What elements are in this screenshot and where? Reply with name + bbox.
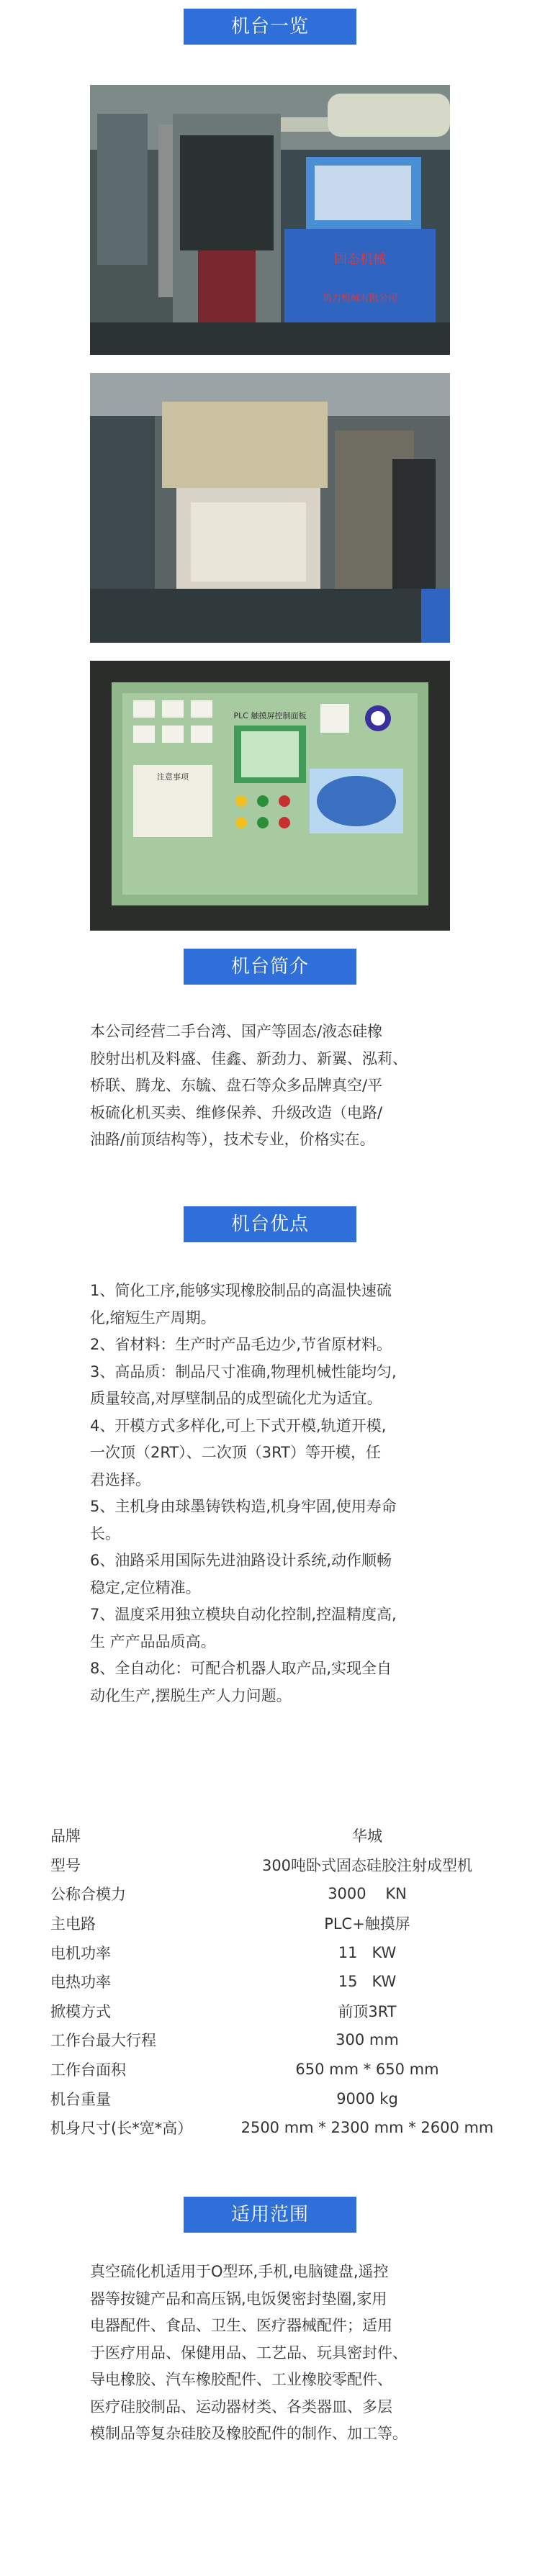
spec-row	[50, 1938, 526, 1967]
intro-line: 油路/前顶结构等），技术专业，价格实在。	[90, 1131, 375, 1148]
scope-line: 电器配件、食品、卫生、医疗器械配件；适用	[90, 2317, 392, 2334]
advantage-line: 3、高品质：制品尺寸准确,物理机械性能均匀,	[90, 1362, 397, 1380]
spec-value: 9000 kg	[336, 2089, 398, 2107]
spec-label: 公称合模力	[50, 1886, 126, 1904]
spec-row	[50, 2113, 526, 2143]
control-panel-photo	[90, 661, 450, 931]
spec-row	[50, 1850, 526, 1880]
advantage-line: 6、油路采用国际先进油路设计系统,动作顺畅	[90, 1552, 392, 1569]
advantage-line: 化,缩短生产周期。	[90, 1309, 216, 1327]
advantage-line: 质量较高,对厚壁制品的成型硫化尤为适宜。	[90, 1390, 382, 1407]
spec-value: 11 KW	[338, 1943, 397, 1961]
advantage-line: 7、温度采用独立模块自动化控制,控温精度高,	[90, 1606, 397, 1623]
intro-line: 胶射出机及料盛、佳鑫、新劲力、新翼、泓莉、	[90, 1049, 408, 1067]
spec-row	[50, 1909, 526, 1938]
advantage-line: 4、开模方式多样化,可上下式开模,轨道开模,	[90, 1416, 387, 1434]
spec-value: 300 mm	[336, 2031, 399, 2049]
svg-text:固态机械: 固态机械	[334, 252, 386, 267]
spec-row	[50, 1967, 526, 1997]
svg-text:注意事项: 注意事项	[157, 772, 189, 782]
spec-value: PLC+触摸屏	[324, 1915, 410, 1933]
scope-section-title: 适用范围	[184, 2197, 356, 2233]
spec-row	[50, 2084, 526, 2113]
spec-label: 机身尺寸(长*宽*高）	[50, 2120, 193, 2138]
spec-label: 掀模方式	[50, 2002, 111, 2020]
spec-row	[50, 2055, 526, 2084]
advantages-list	[90, 1278, 464, 1709]
advantage-line: 8、全自动化：可配合机器人取产品,实现全自	[90, 1660, 392, 1677]
spec-row	[50, 1997, 526, 2026]
spec-row	[50, 1879, 526, 1909]
advantage-line: 动化生产,摆脱生产人力问题。	[90, 1686, 292, 1704]
advantage-line: 君选择。	[90, 1470, 150, 1488]
intro-line: 桥联、腾龙、东毓、盘石等众多品牌真空/平	[90, 1077, 383, 1094]
advantage-line: 生 产产品品质高。	[90, 1632, 216, 1650]
spec-label: 工作台面积	[50, 2061, 126, 2079]
advantage-line: 1、简化工序,能够实现橡胶制品的高温快速硫	[90, 1282, 392, 1299]
advantage-line: 2、省材料：生产时产品毛边少,节省原材料。	[90, 1336, 392, 1353]
scope-paragraph	[90, 2259, 464, 2448]
scope-line: 医疗硅胶制品、运动器材类、各类器皿、多层	[90, 2398, 392, 2415]
spec-table	[50, 1821, 526, 2143]
spec-value: 2500 mm * 2300 mm * 2600 mm	[240, 2119, 494, 2137]
advantages-section-title: 机台优点	[184, 1206, 356, 1242]
intro-line: 板硫化机买卖、维修保养、升级改造（电路/	[90, 1103, 383, 1121]
intro-section-title: 机台简介	[184, 949, 356, 985]
spec-value: 前顶3RT	[338, 2002, 397, 2020]
intro-paragraph	[90, 1018, 464, 1154]
machine-top-housing-photo	[90, 373, 450, 643]
spec-label: 电热功率	[50, 1974, 111, 1992]
spec-label: 机台重量	[50, 2090, 111, 2108]
advantage-line: 5、主机身由球墨铸铁构造,机身牢固,使用寿命	[90, 1498, 397, 1515]
spec-value: 300吨卧式固态硅胶注射成型机	[261, 1856, 473, 1874]
scope-line: 真空硫化机适用于O型环,手机,电脑键盘,遥控	[90, 2263, 389, 2280]
svg-text:PLC 触摸屏控制面板: PLC 触摸屏控制面板	[233, 711, 307, 720]
advantage-line: 长。	[90, 1524, 120, 1542]
advantage-line: 一次顶（2RT）、二次顶（3RT）等开模，任	[90, 1444, 382, 1461]
intro-line: 本公司经营二手台湾、国产等固态/液态硅橡	[90, 1023, 383, 1040]
spec-row	[50, 2025, 526, 2055]
spec-label: 型号	[50, 1856, 81, 1874]
scope-line: 器等按键产品和高压锅,电饭煲密封垫圈,家用	[90, 2290, 387, 2308]
scope-line: 模制品等复杂硅胶及橡胶配件的制作、加工等。	[90, 2425, 408, 2442]
spec-row	[50, 1821, 526, 1850]
scope-line: 导电橡胶、汽车橡胶配件、工业橡胶零配件、	[90, 2371, 392, 2388]
spec-label: 品牌	[50, 1827, 81, 1845]
scope-line: 于医疗用品、保健用品、工艺品、玩具密封件、	[90, 2344, 408, 2362]
machine-photo-front	[90, 85, 450, 355]
svg-text:新力机械有限公司: 新力机械有限公司	[322, 293, 398, 304]
overview-section-title: 机台一览	[184, 9, 356, 45]
spec-value: 3000 KN	[328, 1885, 407, 1903]
spec-value: 650 mm * 650 mm	[295, 2061, 439, 2079]
spec-value: 华城	[352, 1827, 382, 1845]
spec-value: 15 KW	[338, 1973, 397, 1991]
spec-label: 电机功率	[50, 1944, 111, 1962]
injection-molding-machine-photo	[90, 85, 450, 355]
spec-label: 工作台最大行程	[50, 2032, 156, 2050]
machine-photo-top	[90, 373, 450, 643]
spec-label: 主电路	[50, 1915, 96, 1933]
advantage-line: 稳定,定位精准。	[90, 1578, 201, 1596]
control-panel-photo-image	[90, 661, 450, 931]
